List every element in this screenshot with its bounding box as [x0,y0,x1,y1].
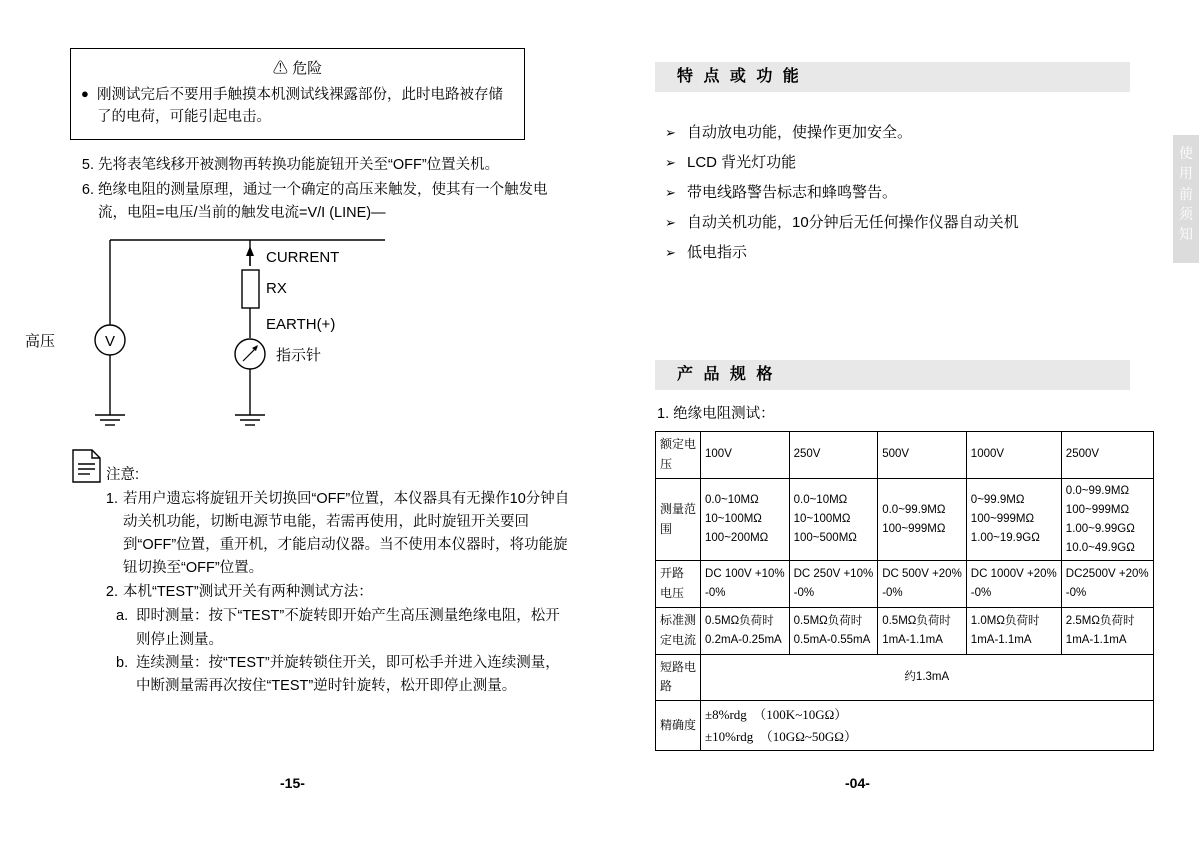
list-item [665,148,1135,178]
table-row [656,701,1154,751]
feature-text: 带电线路警告标志和蜂鸣警告。 [687,184,898,201]
table-cell [966,608,1061,655]
sub-note-text: 连续测量：按“TEST”并旋转锁住开关，即可松手并进入连续测量，中断测量需再次按住“TEST”逆时针旋转，松开即停止测量。 [136,654,560,694]
cell-line: -0% [970,587,992,600]
sub-note-text: 即时测量：按下“TEST”不旋转即开始产生高压测量绝缘电阻，松开则停止测量。 [136,608,560,648]
cell-line: 100~999MΩ [970,513,1035,526]
cell-line: DC2500V +20% [1065,568,1149,581]
arrow-bullet-icon: ➢ [665,245,676,260]
sub-note-number: b. [116,654,129,671]
cell-line: ±10%rdg （10GΩ~50GΩ） [705,728,857,744]
cell-line: 10.0~49.9GΩ [1065,541,1135,554]
list-item [70,154,570,177]
table-cell [701,561,790,608]
cell-line: 0.5mA-0.55mA [793,633,871,646]
cell-line: 100~999MΩ [882,522,946,535]
list-item [665,178,1135,208]
cell-line: 0.0~10MΩ [705,494,759,507]
cell-line: -0% [793,587,815,600]
table-header-cell: 额定电压 [656,432,701,479]
table-row [656,608,1154,655]
step-text: 先将表笔线移开被测物再转换功能旋钮开关至“OFF”位置关机。 [98,156,500,173]
cell-line: 100~999MΩ [1065,503,1130,516]
table-header-cell: 250V [789,432,878,479]
right-column [655,62,1149,751]
row-label: 测量范围 [656,478,701,561]
feature-text: 自动放电功能，使操作更加安全。 [687,124,913,141]
table-row [656,478,1154,561]
table-cell [701,701,1154,751]
cell-line: 定电流 [660,632,697,647]
step-number: 5. [81,156,94,173]
list-item [665,118,1135,148]
feature-list [665,118,1135,268]
list-item [92,488,570,581]
feature-text: 自动关机功能，10分钟后无任何操作仪器自动关机 [687,214,1019,231]
cell-line: 100~200MΩ [705,532,769,545]
list-item [116,605,570,651]
cell-line: 0.2mA-0.25mA [705,633,782,646]
table-row [656,561,1154,608]
page-number-left: -15- [280,775,305,791]
cell-line: 0.5MΩ负荷时 [705,614,774,627]
page-number-right: -04- [845,775,870,791]
cell-line: DC 1000V +20% [970,568,1057,581]
arrow-bullet-icon: ➢ [665,125,676,140]
cell-line: DC 250V +10% [793,568,874,581]
cell-line: 1.00~19.9GΩ [970,532,1040,545]
list-item [116,652,570,698]
svg-text:V: V [104,332,116,350]
list-item [665,238,1135,268]
table-cell [878,608,967,655]
cell-line: 1mA-1.1mA [882,633,943,646]
cell-line: 标准测 [660,613,697,628]
danger-notice [70,48,525,140]
feature-text: 低电指示 [687,244,748,261]
row-label [656,608,701,655]
step-text: 绝缘电阻的测量原理，通过一个确定的高压来触发，使其有一个触发电流，电阻=电压/当前的触发电流=V/I (LINE)— [98,182,548,222]
table-header-cell: 100V [701,432,790,479]
cell-line: 100~500MΩ [793,532,857,545]
cell-line: DC 100V +10% [705,568,785,581]
row-label: 短路电路 [656,654,701,701]
cell-line: 0.5MΩ负荷时 [882,614,951,627]
cell-line: 0.0~99.9MΩ [1065,484,1130,497]
side-tab-text: 使 用 前 须 知 [1179,145,1193,243]
cell-line: 0.5MΩ负荷时 [793,614,863,627]
note-text: 若用户遗忘将旋钮开关切换回“OFF”位置，本仪器具有无操作10分钟自动关机功能，切断电源节电能，若需再使用，此时旋钮开关要回到“OFF”位置，重开机，才能启动仪器。当不使用本仪器时，将功能旋钮切换至“OFF”位置。 [123,490,570,577]
danger-text: 刚测试完后不要用手触摸本机测试线裸露部份，此时电路被存储了的电荷，可能引起电击。 [97,87,503,126]
danger-title: ⚠ 危险 [272,60,323,77]
cell-line: 1.00~9.99GΩ [1065,522,1135,535]
side-tab-label [1173,135,1199,263]
label-current: CURRENT [266,248,340,266]
arrow-bullet-icon: ➢ [665,155,676,170]
specification-table [655,431,1154,751]
cell-line: 0~99.9MΩ [970,494,1025,507]
cell-line: 0.0~99.9MΩ [882,503,946,516]
arrow-bullet-icon: ➢ [665,215,676,230]
cell-line: -0% [1065,587,1087,600]
list-item [70,179,570,225]
feature-text: LCD 背光灯功能 [687,154,797,171]
list-item [92,581,570,604]
cell-line: -0% [882,587,903,600]
table-cell [1061,561,1153,608]
table-header-row [656,432,1154,479]
label-earth: EARTH(+) [266,315,336,333]
cell-line: 电压 [660,586,685,601]
note-number: 1. [105,490,118,507]
spec-subtitle: 1. 绝缘电阻测试： [657,406,775,422]
cell-line: ±8%rdg （100K~10GΩ） [705,707,848,723]
note-text: 本机“TEST”测试开关有两种测试方法： [123,584,373,601]
table-cell [878,561,967,608]
cell-line: 1mA-1.1mA [1065,633,1127,646]
table-cell [1061,478,1153,561]
cell-line: -0% [705,587,726,600]
table-header-cell: 1000V [966,432,1061,479]
table-header-cell: 2500V [1061,432,1153,479]
step-number: 6. [81,182,94,199]
spec-section-header: 产 品 规 格 [655,360,1130,390]
table-cell [966,478,1061,561]
row-label: 精确度 [656,701,701,751]
table-row [656,654,1154,701]
cell-line: 1mA-1.1mA [970,633,1032,646]
row-label [656,561,701,608]
table-header-cell: 500V [878,432,967,479]
table-cell [966,561,1061,608]
procedure-steps [70,154,570,226]
cell-line: 开路 [660,566,685,581]
label-pointer: 指示针 [276,346,322,364]
list-item [665,208,1135,238]
table-cell [789,478,878,561]
left-column [25,48,570,698]
features-section-header: 特 点 或 功 能 [655,62,1130,92]
table-cell [1061,608,1153,655]
label-rx: RX [266,279,287,297]
table-cell: 约1.3mA [701,654,1154,701]
cell-line: 2.5MΩ负荷时 [1065,614,1135,627]
table-cell [878,478,967,561]
sub-note-list [116,605,570,698]
note-list [92,488,570,699]
bullet-icon: ● [81,86,89,101]
sub-note-number: a. [116,608,129,625]
notes-block [70,446,570,699]
cell-line: 10~100MΩ [705,513,762,526]
cell-line: 10~100MΩ [793,513,851,526]
cell-line: 1.0MΩ负荷时 [970,614,1040,627]
note-title: 注意: [106,466,140,483]
table-cell [701,478,790,561]
circuit-diagram [25,230,550,440]
arrow-bullet-icon: ➢ [665,185,676,200]
table-cell [789,561,878,608]
document-icon [70,446,104,486]
cell-line: 0.0~10MΩ [793,494,848,507]
note-number: 2. [105,584,118,601]
table-cell [701,608,790,655]
table-cell [789,608,878,655]
cell-line: DC 500V +20% [882,568,962,581]
label-high-voltage: 高压 [25,332,56,350]
